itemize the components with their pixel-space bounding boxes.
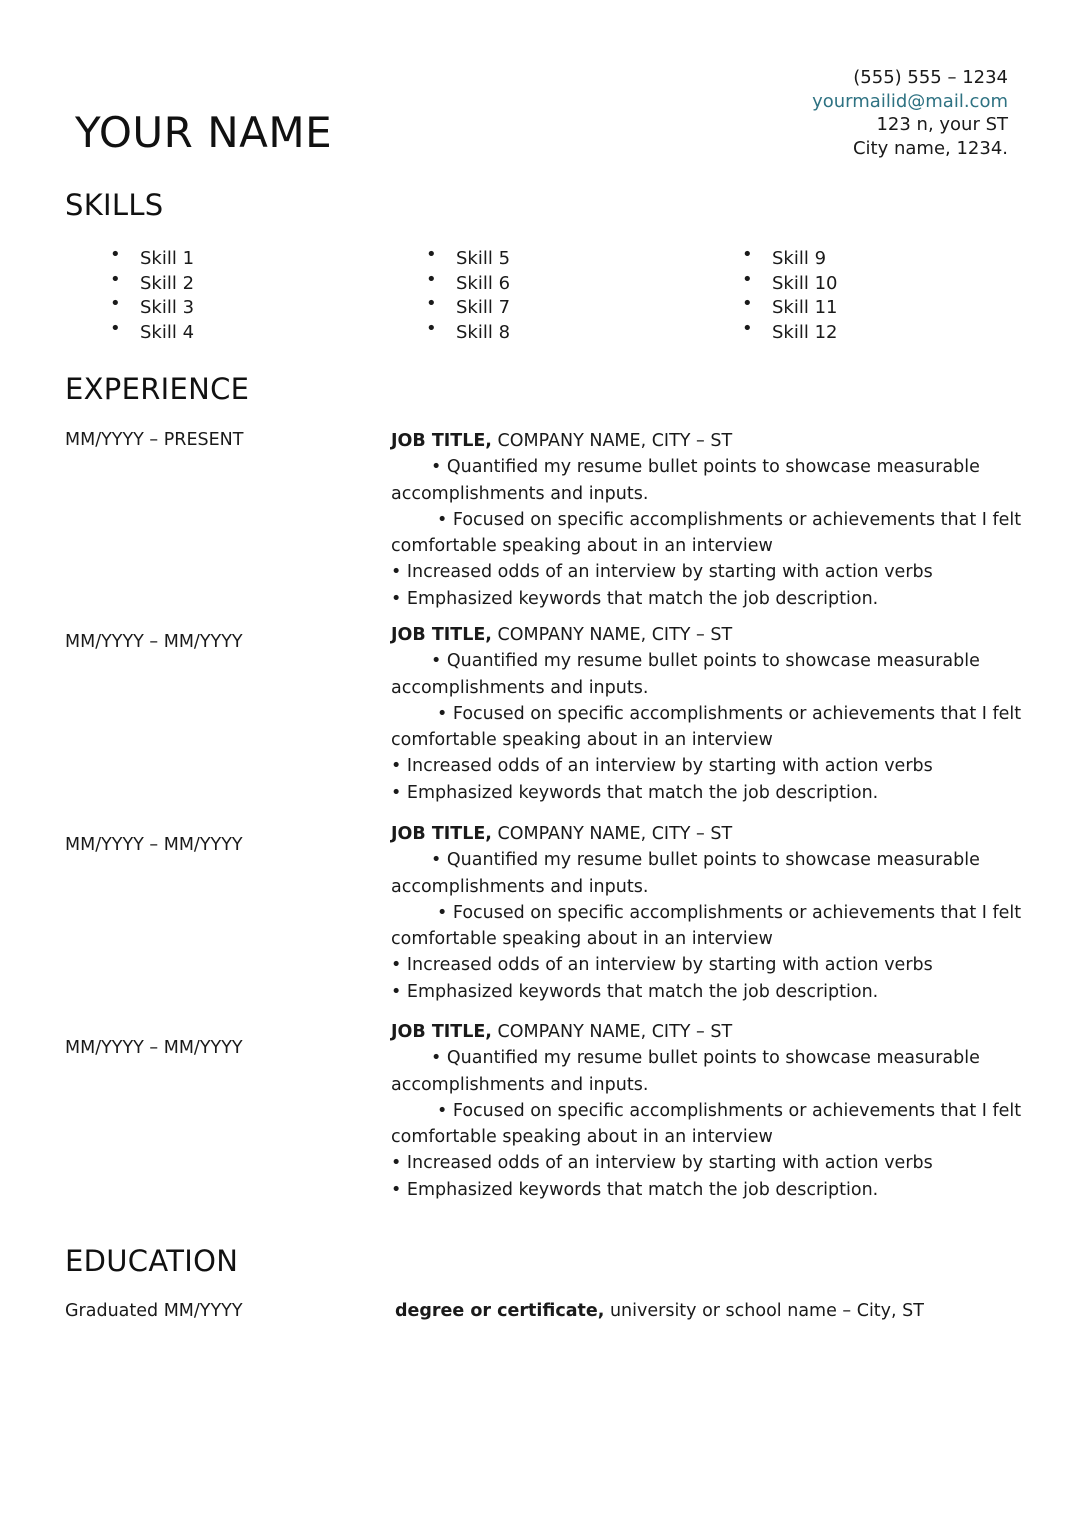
- job-title-line: JOB TITLE, COMPANY NAME, CITY – ST: [391, 1022, 733, 1042]
- job-bullet: • Increased odds of an interview by starting with action verbs: [391, 562, 933, 583]
- job-bullet: • Emphasized keywords that match the job description.: [391, 782, 879, 803]
- skill-item: • Skill 6: [426, 268, 511, 294]
- job-bullet: • Quantified my resume bullet points to showcase measurable: [431, 1048, 980, 1069]
- job-bullet-cont: accomplishments and inputs.: [391, 1074, 649, 1095]
- job-dates: MM/YYYY – MM/YYYY: [65, 1038, 243, 1058]
- job-bullet-cont: comfortable speaking about in an interview: [391, 1127, 773, 1148]
- school: university or school name – City, ST: [604, 1301, 924, 1321]
- job-bullet-cont: comfortable speaking about in an interview: [391, 730, 773, 751]
- job-bullet: • Focused on specific accomplishments or achievements that I felt: [437, 902, 1022, 923]
- job-title-line: JOB TITLE, COMPANY NAME, CITY – ST: [391, 824, 733, 844]
- job-bullet: • Focused on specific accomplishments or achievements that I felt: [437, 1100, 1022, 1121]
- skill-item: • Skill 9: [742, 244, 827, 269]
- address-line-2: City name, 1234.: [852, 137, 1008, 159]
- skill-item: • Skill 5: [426, 244, 511, 269]
- job-entry: [391, 1019, 1022, 1203]
- job-bullet: • Quantified my resume bullet points to showcase measurable: [431, 651, 980, 672]
- contact-block: [812, 66, 1008, 160]
- job-bullet: • Focused on specific accomplishments or achievements that I felt: [437, 703, 1022, 724]
- bullet-icon: •: [426, 317, 437, 339]
- skills-column-2: [426, 244, 511, 345]
- job-title-line: JOB TITLE, COMPANY NAME, CITY – ST: [391, 431, 733, 451]
- skill-item: • Skill 11: [742, 293, 838, 318]
- job-dates: MM/YYYY – PRESENT: [65, 430, 244, 450]
- skills-column-1: [110, 244, 195, 345]
- job-bullet-cont: accomplishments and inputs.: [391, 677, 649, 698]
- job-dates: MM/YYYY – MM/YYYY: [65, 632, 243, 652]
- skills-column-3: [742, 244, 838, 345]
- job-bullet-cont: comfortable speaking about in an interview: [391, 929, 773, 950]
- email-address[interactable]: yourmailid@mail.com: [812, 90, 1008, 112]
- phone-number: (555) 555 – 1234: [853, 67, 1008, 88]
- bullet-icon: •: [742, 317, 753, 339]
- bullet-icon: •: [426, 244, 437, 265]
- bullet-icon: •: [426, 293, 437, 314]
- skill-item: • Skill 12: [742, 317, 838, 343]
- bullet-icon: •: [426, 268, 437, 290]
- bullet-icon: •: [110, 268, 121, 290]
- address-line-1: 123 n, your ST: [876, 114, 1008, 135]
- skill-item: • Skill 4: [110, 317, 195, 343]
- job-bullet: • Increased odds of an interview by starting with action verbs: [391, 955, 933, 976]
- job-bullet: • Quantified my resume bullet points to showcase measurable: [431, 457, 980, 478]
- job-bullet: • Increased odds of an interview by starting with action verbs: [391, 756, 933, 777]
- job-bullet: • Emphasized keywords that match the job description.: [391, 588, 879, 609]
- education-detail: [395, 1301, 924, 1321]
- skills-heading: SKILLS: [65, 188, 164, 222]
- experience-heading: EXPERIENCE: [65, 372, 250, 406]
- job-entry: [391, 622, 1022, 806]
- job-title-line: JOB TITLE, COMPANY NAME, CITY – ST: [391, 625, 733, 645]
- skill-item: • Skill 10: [742, 268, 838, 294]
- bullet-icon: •: [742, 244, 753, 265]
- candidate-name: YOUR NAME: [75, 108, 333, 157]
- job-bullet: • Emphasized keywords that match the job description.: [391, 1179, 879, 1200]
- job-bullet-cont: comfortable speaking about in an interview: [391, 536, 773, 557]
- job-bullet-cont: accomplishments and inputs.: [391, 876, 649, 897]
- job-entry: [391, 428, 1022, 612]
- bullet-icon: •: [742, 268, 753, 290]
- skill-item: • Skill 2: [110, 268, 195, 294]
- skill-item: • Skill 1: [110, 244, 195, 269]
- job-bullet: • Quantified my resume bullet points to showcase measurable: [431, 850, 980, 871]
- education-dates: Graduated MM/YYYY: [65, 1301, 243, 1321]
- degree: degree or certificate,: [395, 1301, 605, 1321]
- bullet-icon: •: [110, 317, 121, 339]
- job-bullet: • Focused on specific accomplishments or achievements that I felt: [437, 509, 1022, 530]
- bullet-icon: •: [742, 293, 753, 314]
- skill-item: • Skill 8: [426, 317, 511, 343]
- job-bullet: • Increased odds of an interview by starting with action verbs: [391, 1153, 933, 1174]
- bullet-icon: •: [110, 293, 121, 314]
- bullet-icon: •: [110, 244, 121, 265]
- job-dates: MM/YYYY – MM/YYYY: [65, 835, 243, 855]
- education-heading: EDUCATION: [65, 1244, 239, 1278]
- skill-item: • Skill 3: [110, 293, 195, 318]
- job-entry: [391, 821, 1022, 1005]
- job-bullet-cont: accomplishments and inputs.: [391, 483, 649, 504]
- job-bullet: • Emphasized keywords that match the job description.: [391, 981, 879, 1002]
- skill-item: • Skill 7: [426, 293, 511, 318]
